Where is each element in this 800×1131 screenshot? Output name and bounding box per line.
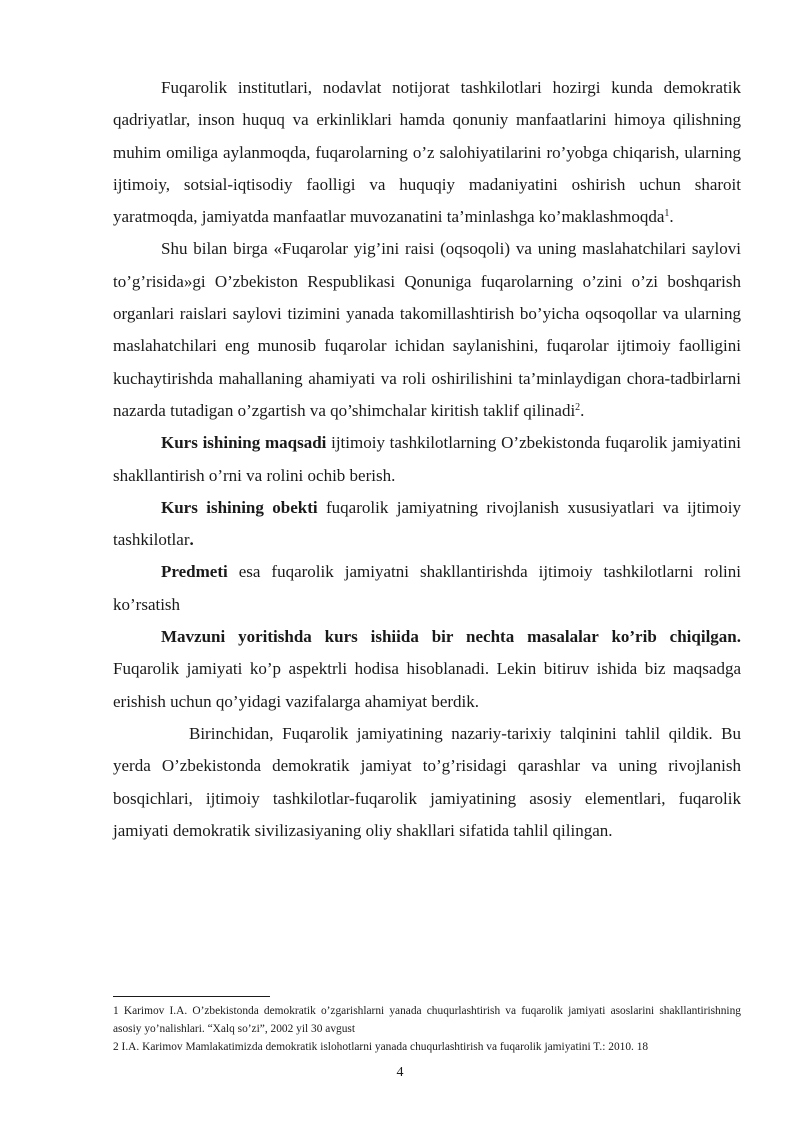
footnote-1: 1 Karimov I.A. O’zbekistonda demokratik o’zgarishlarni yanada chuqurlashtirish va fuqarolik jamiyati asoslarini shakllantirishning asosiy yo’nalishlari. “Xalq so’zi”, 2002 yil 30 avgust [113, 1005, 741, 1035]
coverage-heading: Mavzuni yoritishda kurs ishiida bir nechta masalalar ko’rib chiqilgan. [161, 627, 741, 647]
paragraph-aim [113, 427, 741, 492]
footnote-ref-2: 2 [575, 401, 581, 413]
body-text [113, 72, 741, 847]
paragraph-subject [113, 556, 741, 621]
paragraph-first [113, 718, 741, 847]
first-text: Birinchidan, Fuqarolik jamiyatining nazariy-tarixiy talqinini tahlil qildik. Bu yerda O’zbekistonda demokratik jamiyat to’g’risidagi qarashlar va uning rivojlanish bosqichlari, ijtimoiy tashkilotlar-fuqarolik jamiyatining asosiy elementlari, fuqarolik jamiyati demokratik sivilizasiyaning oliy shakllari sifatida tahlil qilingan. [113, 723, 741, 840]
object-end: . [189, 530, 194, 550]
paragraph-1 [113, 72, 741, 233]
page-number: 4 [396, 1065, 404, 1080]
footnote-2: 2 I.A. Karimov Mamlakatimizda demokratik islohotlarni yanada chuqurlashtirish va fuqarolik jamiyatini T.: 2010. 18 [113, 1041, 649, 1053]
footnotes [113, 1002, 741, 1056]
subject-heading: Predmeti [161, 562, 228, 582]
paragraph-coverage [113, 621, 741, 718]
paragraph-2 [113, 233, 741, 427]
paragraph-1-end: . [669, 207, 674, 227]
object-text: fuqarolik jamiyatning rivojlanish xususiyatlari va ijtimoiy tashkilotlar [113, 497, 741, 550]
aim-heading: Kurs ishining maqsadi [161, 433, 327, 453]
coverage-text: Fuqarolik jamiyati ko’p aspektrli hodisa hisoblanadi. Lekin bitiruv ishida biz maqsadga erishish uchun qo’yidagi vazifalarga ahamiyat berdik. [113, 659, 741, 711]
paragraph-2-text: Shu bilan birga «Fuqarolar yig’ini raisi (oqsoqoli) va uning maslahatchilari saylovi to’g’risida»gi O’zbekiston Respublikasi Qonuniga fuqarolarning o’zini o’zi boshqarish organlari raislari saylovi tizimini yanada takomillashtirish bo’yicha oqsoqollar va ularning maslahatchilari eng munosib fuqarolar ichidan saylanishini, fuqarolar ijtimoiy faolligini kuchaytirishda mahallaning ahamiyati va roli oshirilishini ta’minlaydigan chora-tadbirlarni nazarda tutadigan o’zgartish va qo’shimchalar kiritish taklif qilinadi [113, 239, 741, 420]
footnote-ref-1: 1 [664, 208, 670, 220]
paragraph-2-end: . [580, 400, 585, 420]
footnote-divider [113, 996, 270, 997]
subject-text: esa fuqarolik jamiyatni shakllantirishda ijtimoiy tashkilotlarni rolini ko’rsatish [113, 562, 741, 614]
aim-text: ijtimoiy tashkilotlarning O’zbekistonda fuqarolik jamiyatini shakllantirish o’rni va rolini ochib berish. [113, 433, 741, 485]
object-heading: Kurs ishining obekti [161, 497, 318, 517]
paragraph-1-text: Fuqarolik institutlari, nodavlat notijorat tashkilotlari hozirgi kunda demokratik qadriyatlar, inson huquq va erkinliklari hamda qonuniy manfaatlarini himoya qilishning muhim omiliga aylanmoqda, fuqarolarning o’z salohiyatilarini ro’yobga chiqarish, ularning ijtimoiy, sotsial-iqtisodiy faolligi va huquqiy madaniyatini oshirish uchun sharoit yaratmoqda, jamiyatda manfaatlar muvozanatini ta’minlashga ko’maklashmoqda [113, 78, 741, 227]
paragraph-object [113, 492, 741, 557]
